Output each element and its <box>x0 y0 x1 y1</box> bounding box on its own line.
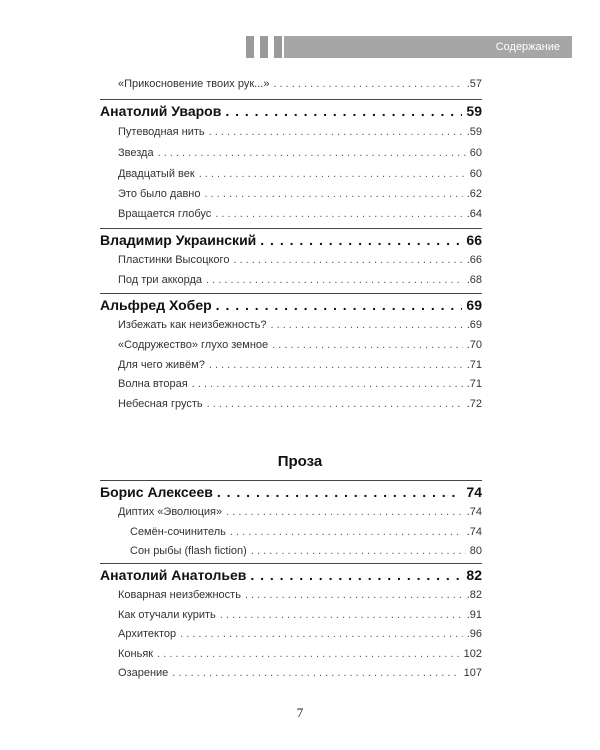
toc-entry-title: Это было давно <box>118 188 201 200</box>
toc-entry-title: Сон рыбы (flash fiction) <box>130 545 247 557</box>
toc-entry-title: Звезда <box>118 147 154 159</box>
toc-entry-title: Коварная неизбежность <box>118 589 241 601</box>
toc-entry-title: Избежать как неизбежность? <box>118 319 267 331</box>
author-rule <box>100 228 482 229</box>
toc-entry <box>100 506 482 518</box>
toc-entry-page: .74 <box>466 526 482 538</box>
toc-entry-page: .64 <box>466 208 482 220</box>
toc-entry-page: .82 <box>466 589 482 601</box>
toc-author-page: 69 <box>466 297 482 313</box>
toc-entry <box>100 589 482 601</box>
header-title: Содержание <box>284 36 572 58</box>
toc-entry <box>100 319 482 331</box>
toc-author <box>100 484 482 500</box>
toc-entry <box>100 545 482 557</box>
toc-entry <box>100 208 482 220</box>
toc-entry-title: Волна вторая <box>118 378 188 390</box>
toc-entry-page: .59 <box>466 126 482 138</box>
running-header <box>246 36 572 58</box>
toc-entry <box>100 378 482 390</box>
toc-entry <box>100 188 482 200</box>
toc-entry-title: Двадцатый век <box>118 168 195 180</box>
toc-entry <box>100 359 482 371</box>
toc-author <box>100 232 482 248</box>
toc-entry <box>100 147 482 159</box>
toc-entry-title: Вращается глобус <box>118 208 212 220</box>
toc-author-name: Анатолий Анатольев <box>100 567 247 583</box>
toc-entry <box>100 274 482 286</box>
toc-entry <box>100 254 482 266</box>
toc-entry-page: .96 <box>466 628 482 640</box>
toc-entry <box>100 126 482 138</box>
toc-entry <box>100 398 482 410</box>
toc-entry <box>100 628 482 640</box>
author-rule <box>100 480 482 481</box>
toc-entry-title: Озарение <box>118 667 169 679</box>
toc-author-page: 74 <box>466 484 482 500</box>
toc-entry-page: .70 <box>466 339 482 351</box>
toc-entry <box>100 526 482 538</box>
author-rule <box>100 563 482 564</box>
toc-author-name: Альфред Хобер <box>100 297 212 313</box>
author-rule <box>100 99 482 100</box>
toc-author-page: 82 <box>466 567 482 583</box>
toc-entry-page: .66 <box>466 254 482 266</box>
toc-entry-title: Путеводная нить <box>118 126 205 138</box>
toc-author-name: Владимир Украинский <box>100 232 257 248</box>
toc-entry-page: .68 <box>466 274 482 286</box>
toc-entry-page: .62 <box>466 188 482 200</box>
toc-entry-title: Под три аккорда <box>118 274 202 286</box>
toc-entry-page: .72 <box>466 398 482 410</box>
toc-entry <box>100 648 482 660</box>
toc-entry-page: .91 <box>466 609 482 621</box>
header-block <box>274 36 282 58</box>
toc-author-name: Борис Алексеев <box>100 484 213 500</box>
toc-entry-title: Диптих «Эволюция» <box>118 506 223 518</box>
toc-entry-page: .57 <box>466 78 482 90</box>
toc-entry-title: Пластинки Высоцкого <box>118 254 230 266</box>
toc-entry <box>100 609 482 621</box>
toc-entry-page: 60 <box>469 147 482 159</box>
toc-entry-title: Архитектор <box>118 628 177 640</box>
author-rule <box>100 293 482 294</box>
page-number: 7 <box>296 705 304 720</box>
toc-entry-title: Как отучали курить <box>118 609 216 621</box>
toc-entry <box>100 339 482 351</box>
toc-entry-page: .69 <box>466 319 482 331</box>
toc-entry <box>100 667 482 679</box>
toc-entry-title: Коньяк <box>118 648 154 660</box>
toc-author-page: 66 <box>466 232 482 248</box>
toc-entry-page: 60 <box>469 168 482 180</box>
toc-author <box>100 103 482 119</box>
toc-entry-title: «Содружество» глухо земное <box>118 339 269 351</box>
toc-author-page: 59 <box>466 103 482 119</box>
toc-entry <box>100 168 482 180</box>
toc-entry-page: 102 <box>463 648 482 660</box>
toc-entry-page: .74 <box>466 506 482 518</box>
toc-entry-title: Небесная грусть <box>118 398 203 410</box>
toc-author <box>100 297 482 313</box>
toc-author <box>100 567 482 583</box>
toc-entry <box>100 78 482 90</box>
toc-entry-page: 107 <box>463 667 482 679</box>
toc-entry-page: 80 <box>469 545 482 557</box>
toc-entry-page: .71 <box>466 359 482 371</box>
toc-entry-title: Семён-сочинитель <box>130 526 226 538</box>
toc-entry-title: «Прикосновение твоих рук...» <box>118 78 270 90</box>
header-block <box>260 36 268 58</box>
toc-entry-title: Для чего живём? <box>118 359 205 371</box>
header-block <box>246 36 254 58</box>
section-title: Проза <box>277 453 323 470</box>
toc-entry-page: .71 <box>466 378 482 390</box>
toc-author-name: Анатолий Уваров <box>100 103 222 119</box>
